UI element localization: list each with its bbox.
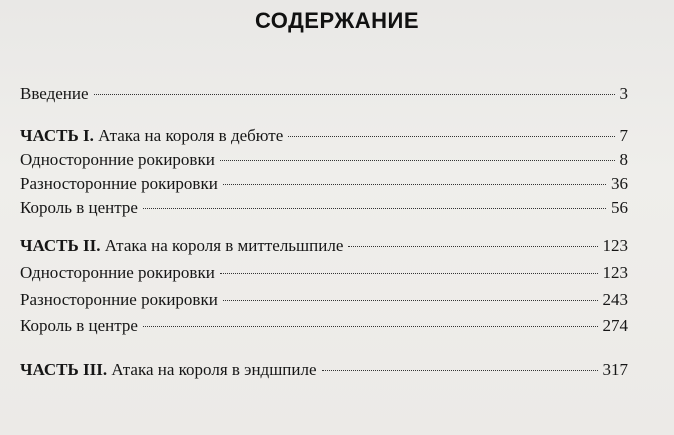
toc-entry[interactable] bbox=[20, 314, 628, 338]
toc-entry[interactable] bbox=[20, 82, 628, 106]
toc-entry-label: Введение bbox=[20, 84, 89, 103]
toc-page-number: 36 bbox=[611, 174, 628, 193]
toc-entry[interactable] bbox=[20, 148, 628, 172]
dot-leader bbox=[223, 300, 598, 301]
toc-entry-label: ЧАСТЬ III. Атака на короля в эндшпиле bbox=[20, 360, 317, 379]
toc-page-number: 8 bbox=[619, 150, 628, 169]
toc-page-number: 243 bbox=[602, 290, 628, 309]
dot-leader bbox=[143, 208, 606, 209]
toc-part-entry[interactable] bbox=[20, 234, 628, 258]
toc-entry-label: ЧАСТЬ I. Атака на короля в дебюте bbox=[20, 126, 284, 145]
toc-entry[interactable] bbox=[20, 261, 628, 285]
toc-part-entry[interactable] bbox=[20, 358, 628, 382]
dot-leader bbox=[220, 273, 598, 274]
toc-entry[interactable] bbox=[20, 288, 628, 312]
toc-page-number: 56 bbox=[611, 198, 628, 217]
dot-leader bbox=[348, 246, 597, 247]
toc-entry-label: Разносторонние рокировки bbox=[20, 174, 218, 193]
toc-page-number: 123 bbox=[602, 236, 628, 255]
dot-leader bbox=[143, 326, 598, 327]
dot-leader bbox=[288, 136, 614, 137]
dot-leader bbox=[94, 94, 615, 95]
toc-entry[interactable] bbox=[20, 196, 628, 220]
toc-page-number: 7 bbox=[619, 126, 628, 145]
toc-part-entry[interactable] bbox=[20, 124, 628, 148]
toc-entry-label: Односторонние рокировки bbox=[20, 150, 215, 169]
part-number: ЧАСТЬ I. bbox=[20, 126, 94, 145]
toc-entry-label: Король в центре bbox=[20, 198, 138, 217]
toc-entry[interactable] bbox=[20, 172, 628, 196]
page-title: СОДЕРЖАНИЕ bbox=[254, 8, 420, 33]
toc-entry-label: Разносторонние рокировки bbox=[20, 290, 218, 309]
toc-page-number: 3 bbox=[619, 84, 628, 103]
dot-leader bbox=[220, 160, 615, 161]
toc-page-number: 317 bbox=[602, 360, 628, 379]
dot-leader bbox=[223, 184, 606, 185]
toc-page-number: 274 bbox=[602, 316, 628, 335]
part-number: ЧАСТЬ II. bbox=[20, 236, 101, 255]
toc-entry-label: Односторонние рокировки bbox=[20, 263, 215, 282]
toc-page-number: 123 bbox=[602, 263, 628, 282]
toc-entry-label: ЧАСТЬ II. Атака на короля в миттельшпиле bbox=[20, 236, 344, 255]
dot-leader bbox=[322, 370, 598, 371]
toc-entry-label: Король в центре bbox=[20, 316, 138, 335]
part-number: ЧАСТЬ III. bbox=[20, 360, 108, 379]
